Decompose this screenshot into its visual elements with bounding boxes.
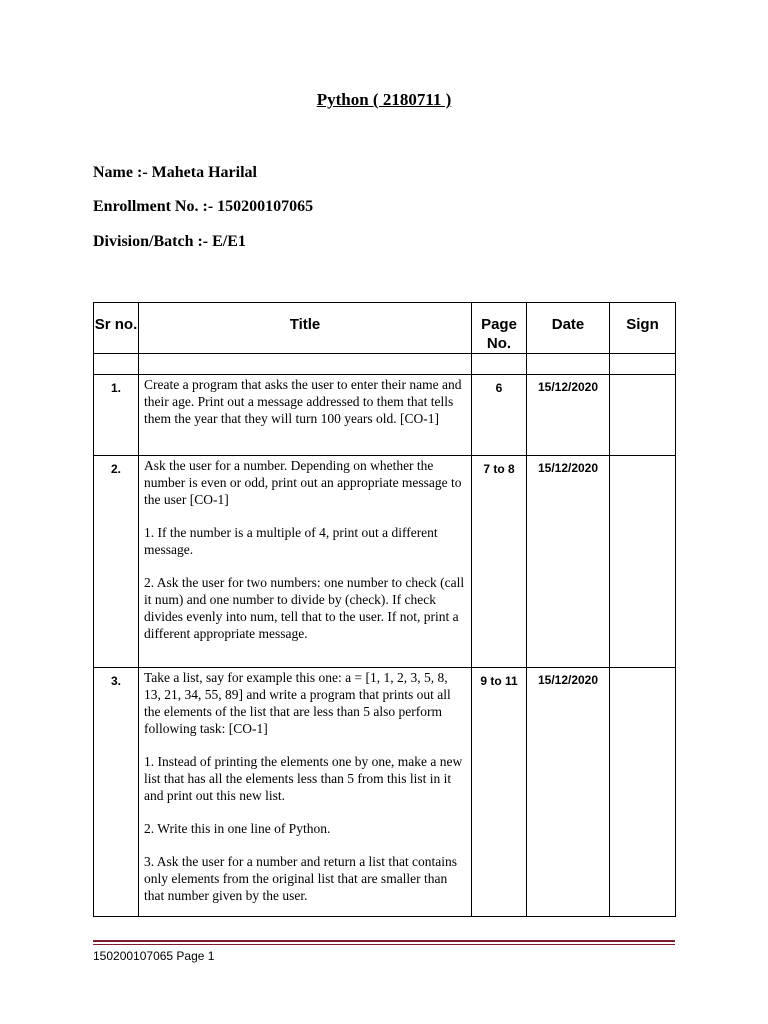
enrollment-number: Enrollment No. :- 150200107065 xyxy=(93,198,314,215)
row-title-paragraph: Take a list, say for example this one: a = [1, 1, 2, 3, 5, 8, 13, 21, 34, 55, 89] and write a program that prints out all the elements of the list that are less than 5 also perform following task: [CO-1] xyxy=(144,670,451,736)
header-date: Date xyxy=(527,303,610,354)
table-row xyxy=(94,668,676,917)
document-title: Python ( 2180711 ) xyxy=(316,90,452,109)
row-title-paragraph: Ask the user for a number. Depending on whether the number is even or odd, print out an appropriate message to the user [CO-1] xyxy=(144,458,462,507)
footer-rule xyxy=(93,940,675,942)
row-sr-no: 2. xyxy=(94,456,139,668)
division-batch: Division/Batch :- E/E1 xyxy=(93,233,246,250)
page-footer: 150200107065 Page 1 xyxy=(93,949,215,963)
row-sign xyxy=(610,375,676,456)
row-title-paragraph: 1. Instead of printing the elements one by one, make a new list that has all the elements less than 5 from this list in it and print out this new list. xyxy=(144,754,463,803)
header-sr-no: Sr no. xyxy=(94,303,139,354)
row-page-no: 9 to 11 xyxy=(472,668,527,917)
footer-rule-thin xyxy=(93,944,675,945)
header-sign: Sign xyxy=(610,303,676,354)
row-title-paragraph: Create a program that asks the user to enter their name and their age. Print out a message addressed to them that tells them the year that they will turn 100 years old. [CO-1] xyxy=(144,377,462,426)
row-page-no: 7 to 8 xyxy=(472,456,527,668)
row-sign xyxy=(610,668,676,917)
row-date: 15/12/2020 xyxy=(527,375,610,456)
blank-row xyxy=(94,354,676,375)
header-page-no: Page No. xyxy=(472,303,527,354)
row-date: 15/12/2020 xyxy=(527,456,610,668)
row-sign xyxy=(610,456,676,668)
student-name: Name :- Maheta Harilal xyxy=(93,164,257,181)
row-title xyxy=(139,456,472,668)
row-sr-no: 3. xyxy=(94,668,139,917)
table-row xyxy=(94,456,676,668)
row-title xyxy=(139,668,472,917)
table-header-row xyxy=(94,303,676,354)
practical-index-table xyxy=(93,302,676,917)
row-date: 15/12/2020 xyxy=(527,668,610,917)
row-title-paragraph: 1. If the number is a multiple of 4, print out a different message. xyxy=(144,525,438,557)
row-title-paragraph: 2. Ask the user for two numbers: one number to check (call it num) and one number to divide by (check). If check divides evenly into num, tell that to the user. If not, print a different appropriate message. xyxy=(144,575,465,641)
row-sr-no: 1. xyxy=(94,375,139,456)
row-title xyxy=(139,375,472,456)
row-page-no: 6 xyxy=(472,375,527,456)
table-row xyxy=(94,375,676,456)
row-title-paragraph: 2. Write this in one line of Python. xyxy=(144,821,331,836)
row-title-paragraph: 3. Ask the user for a number and return a list that contains only elements from the original list that are smaller than that number given by the user. xyxy=(144,854,458,903)
header-title: Title xyxy=(139,303,472,354)
